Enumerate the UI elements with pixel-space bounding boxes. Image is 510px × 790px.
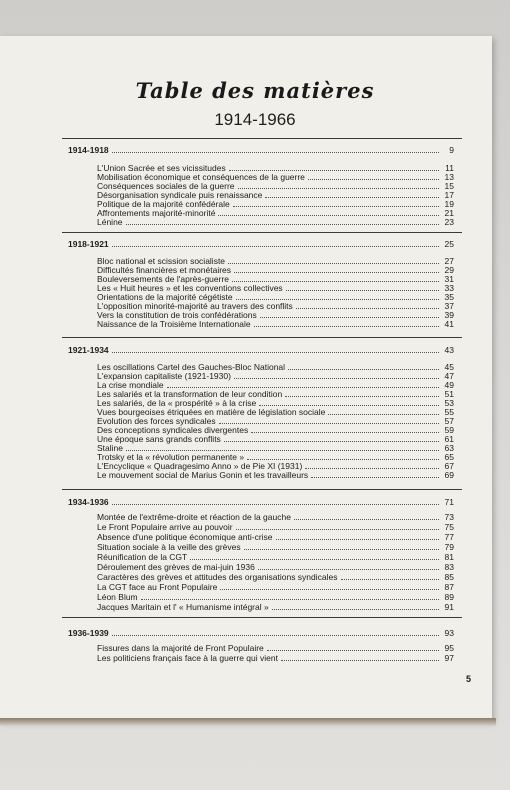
entry-label: Mobilisation économique et conséquences de la guerre xyxy=(97,172,305,182)
leader-dots xyxy=(286,290,439,291)
section-heading[interactable] xyxy=(68,345,454,355)
leader-dots xyxy=(311,477,439,478)
leader-dots xyxy=(267,650,439,651)
leader-dots xyxy=(328,414,439,415)
page-number: 57 xyxy=(444,416,454,426)
entry-label: Réunification de la CGT xyxy=(97,552,188,562)
page-number: 41 xyxy=(444,319,454,329)
entry-label: Les oscillations Cartel des Gauches-Bloc National xyxy=(97,362,286,372)
page-number: 61 xyxy=(444,434,454,444)
page-number: 95 xyxy=(444,643,454,653)
page-number: 91 xyxy=(444,602,454,612)
page-number: 89 xyxy=(444,592,454,602)
page-number: 87 xyxy=(444,582,454,592)
page-number: 45 xyxy=(444,362,454,372)
leader-dots xyxy=(218,215,439,216)
page-number: 23 xyxy=(444,217,454,227)
page-number: 43 xyxy=(444,345,454,355)
section-rule xyxy=(62,138,462,139)
leader-dots xyxy=(260,317,439,318)
leader-dots xyxy=(234,378,439,379)
leader-dots xyxy=(236,529,439,530)
page-folio: 5 xyxy=(466,674,472,684)
leader-dots xyxy=(233,206,439,207)
leader-dots xyxy=(112,246,439,247)
toc-entry[interactable] xyxy=(97,217,454,227)
page-number: 27 xyxy=(444,256,454,266)
entry-label: Bloc national et scission socialiste xyxy=(97,256,226,266)
toc-entry[interactable] xyxy=(97,522,454,532)
entry-label: Difficultés financières et monétaires xyxy=(97,265,232,275)
toc-entry[interactable] xyxy=(97,653,454,663)
page-edge xyxy=(0,718,496,726)
entry-label: Montée de l'extrême-droite et réaction de la gauche xyxy=(97,512,291,522)
page-number: 9 xyxy=(449,145,454,155)
entry-label: Les politiciens français face à la guerre qui vient xyxy=(97,653,278,663)
page-number: 25 xyxy=(444,239,454,249)
leader-dots xyxy=(112,635,439,636)
leader-dots xyxy=(254,326,439,327)
entry-label: Vues bourgeoises étriquées en matière de législation sociale xyxy=(97,407,326,417)
entry-label: Les salariés et la transformation de leur condition xyxy=(97,389,283,399)
page-number: 15 xyxy=(444,181,454,191)
toc-entry[interactable] xyxy=(97,643,454,653)
section-heading-label: 1921-1934 xyxy=(68,345,109,355)
leader-dots xyxy=(232,281,439,282)
page-number: 19 xyxy=(444,199,454,209)
page-number: 71 xyxy=(444,497,454,507)
toc-entry[interactable] xyxy=(97,562,454,572)
entry-label: Désorganisation syndicale puis renaissance xyxy=(97,190,263,200)
leader-dots xyxy=(238,188,439,189)
section-heading-label: 1914-1918 xyxy=(68,145,109,155)
entry-label: Léon Blum xyxy=(97,592,138,602)
leader-dots xyxy=(190,559,439,560)
page-number: 93 xyxy=(444,628,454,638)
leader-dots xyxy=(228,263,439,264)
entry-label: Politique de la majorité confédérale xyxy=(97,199,230,209)
page-number: 67 xyxy=(444,461,454,471)
toc-entry[interactable] xyxy=(97,582,454,592)
section-rule xyxy=(62,337,462,338)
page-number: 69 xyxy=(444,470,454,480)
entry-label: Le Front Populaire arrive au pouvoir xyxy=(97,522,233,532)
entry-label: Absence d'une politique économique anti-crise xyxy=(97,532,273,542)
leader-dots xyxy=(126,224,439,225)
leader-dots xyxy=(112,504,439,505)
entry-label: Une époque sans grands conflits xyxy=(97,434,221,444)
page-number: 81 xyxy=(444,552,454,562)
page-number: 75 xyxy=(444,522,454,532)
leader-dots xyxy=(112,152,439,153)
leader-dots xyxy=(244,549,439,550)
page-number: 35 xyxy=(444,292,454,302)
entry-label: Jacques Maritain et l' « Humanisme intégral » xyxy=(97,602,269,612)
toc-entry[interactable] xyxy=(97,602,454,612)
leader-dots xyxy=(272,609,439,610)
leader-dots xyxy=(219,423,439,424)
toc-entry[interactable] xyxy=(97,572,454,582)
entry-label: Affrontements majorité-minorité xyxy=(97,208,216,218)
leader-dots xyxy=(296,308,439,309)
toc-entry[interactable] xyxy=(97,470,454,480)
leader-dots xyxy=(251,432,439,433)
leader-dots xyxy=(265,197,439,198)
toc-entry[interactable] xyxy=(97,532,454,542)
page-number: 73 xyxy=(444,512,454,522)
section-heading-label: 1934-1936 xyxy=(68,497,109,507)
leader-dots xyxy=(285,396,439,397)
page-number: 17 xyxy=(444,190,454,200)
page-number: 11 xyxy=(445,163,454,173)
leader-dots xyxy=(276,539,439,540)
entry-label: Trotsky et la « révolution permanente » xyxy=(97,452,245,462)
page-number: 29 xyxy=(444,265,454,275)
page-number: 13 xyxy=(444,172,454,182)
section-heading[interactable] xyxy=(68,497,454,507)
section-heading[interactable] xyxy=(68,145,454,155)
toc-entry[interactable] xyxy=(97,552,454,562)
page-number: 33 xyxy=(444,283,454,293)
entry-label: L'expansion capitaliste (1921-1930) xyxy=(97,371,231,381)
leader-dots xyxy=(220,589,439,590)
section-rule xyxy=(62,617,462,618)
leader-dots xyxy=(341,579,440,580)
entry-label: La CGT face au Front Populaire xyxy=(97,582,218,592)
entry-label: Fissures dans la majorité de Front Populaire xyxy=(97,643,264,653)
leader-dots xyxy=(126,450,439,451)
page-number: 63 xyxy=(444,443,454,453)
entry-label: L'Union Sacrée et ses vicissitudes xyxy=(97,163,226,173)
leader-dots xyxy=(234,272,439,273)
period-subtitle: 1914-1966 xyxy=(214,110,296,129)
page-number: 65 xyxy=(444,452,454,462)
page-number: 39 xyxy=(444,310,454,320)
page-number: 21 xyxy=(444,208,454,218)
leader-dots xyxy=(112,352,439,353)
entry-label: Les salariés, de la « prospérité » à la crise xyxy=(97,398,257,408)
page-number: 83 xyxy=(444,562,454,572)
leader-dots xyxy=(281,660,439,661)
page-number: 51 xyxy=(444,389,454,399)
entry-label: Le mouvement social de Marius Gonin et les travailleurs xyxy=(97,470,309,480)
page-number: 49 xyxy=(444,380,454,390)
page-number: 31 xyxy=(444,274,454,284)
entry-label: L'opposition minorité-majorité au travers des conflits xyxy=(97,301,293,311)
entry-label: Situation sociale à la veille des grèves xyxy=(97,542,241,552)
page-number: 77 xyxy=(444,532,454,542)
entry-label: Caractères des grèves et attitudes des organisations syndicales xyxy=(97,572,338,582)
leader-dots xyxy=(258,569,439,570)
leader-dots xyxy=(229,170,439,171)
leader-dots xyxy=(308,179,439,180)
page-number: 47 xyxy=(444,371,454,381)
toc-entry[interactable] xyxy=(97,542,454,552)
page-number: 59 xyxy=(444,425,454,435)
entry-label: Staline xyxy=(97,443,123,453)
leader-dots xyxy=(167,387,439,388)
entry-label: Bouleversements de l'après-guerre xyxy=(97,274,230,284)
leader-dots xyxy=(305,468,439,469)
page-number: 85 xyxy=(444,572,454,582)
page-number: 53 xyxy=(444,398,454,408)
page-number: 55 xyxy=(444,407,454,417)
section-rule xyxy=(62,232,462,233)
leader-dots xyxy=(236,299,439,300)
section-heading-label: 1918-1921 xyxy=(68,239,109,249)
page-number: 37 xyxy=(444,301,454,311)
leader-dots xyxy=(224,441,439,442)
entry-label: Orientations de la majorité cégétiste xyxy=(97,292,233,302)
entry-label: Les « Huit heures » et les conventions collectives xyxy=(97,283,283,293)
leader-dots xyxy=(259,405,439,406)
leader-dots xyxy=(247,459,439,460)
entry-label: Conséquences sociales de la guerre xyxy=(97,181,235,191)
entry-label: Vers la constitution de trois confédérations xyxy=(97,310,257,320)
page-number: 97 xyxy=(444,653,454,663)
entry-label: Des conceptions syndicales divergentes xyxy=(97,425,249,435)
entry-label: Naissance de la Troisième Internationale xyxy=(97,319,251,329)
page-number: 79 xyxy=(444,542,454,552)
toc-entry[interactable] xyxy=(97,319,454,329)
section-heading-label: 1936-1939 xyxy=(68,628,109,638)
section-heading[interactable] xyxy=(68,628,454,638)
entry-label: La crise mondiale xyxy=(97,380,164,390)
page-title: Table des matières xyxy=(135,78,375,103)
toc-entry[interactable] xyxy=(97,592,454,602)
section-rule xyxy=(62,489,462,490)
leader-dots xyxy=(141,599,439,600)
entry-label: Lénine xyxy=(97,217,123,227)
entry-label: L'Encyclique « Quadragesimo Anno » de Pie XI (1931) xyxy=(97,461,303,471)
leader-dots xyxy=(288,369,439,370)
toc-entry[interactable] xyxy=(97,512,454,522)
section-heading[interactable] xyxy=(68,239,454,249)
leader-dots xyxy=(294,519,439,520)
entry-label: Déroulement des grèves de mai-juin 1936 xyxy=(97,562,255,572)
entry-label: Evolution des forces syndicales xyxy=(97,416,216,426)
